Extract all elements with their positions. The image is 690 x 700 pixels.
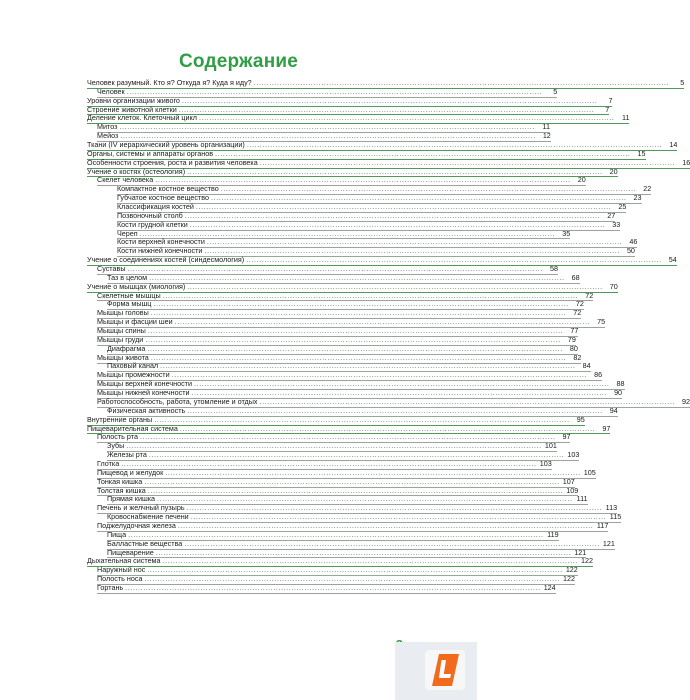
toc-entry-page: 11 bbox=[542, 122, 550, 132]
toc-entry-title: Пищеварительная система bbox=[87, 423, 178, 433]
toc-entry-page: 79 bbox=[567, 334, 576, 344]
toc-entry-page: 14 bbox=[669, 140, 678, 149]
toc-leader-dots: ................................................................................................................................................................ bbox=[195, 202, 612, 212]
toc-entry-title: Зубы bbox=[107, 441, 125, 451]
toc-entry-page: 117 bbox=[596, 520, 609, 530]
toc-entry-title: Таз в целом bbox=[107, 272, 148, 282]
toc-entry-title: Учение о соединениях костей (синдесмология) bbox=[87, 255, 245, 265]
toc-leader-dots: ................................................................................................................................................................ bbox=[179, 423, 596, 433]
toc-leader-dots: ................................................................................................................................................................ bbox=[187, 166, 603, 176]
corner-watermark-area bbox=[395, 642, 477, 700]
toc-entry-title: Форма мышц bbox=[107, 299, 152, 309]
toc-entry-page: 23 bbox=[633, 193, 642, 203]
toc-entry-title: Классификация костей bbox=[117, 202, 194, 212]
toc-entry-page: 97 bbox=[562, 432, 571, 442]
toc-leader-dots: ................................................................................................................................................................ bbox=[121, 458, 537, 468]
toc-entry-title: Мышцы груди bbox=[97, 334, 144, 344]
toc-entry-page: 72 bbox=[575, 299, 584, 309]
toc-entry-title: Прямая кишка bbox=[107, 494, 156, 504]
toc-entry-page: 124 bbox=[543, 582, 556, 592]
toc-entry-page: 25 bbox=[618, 202, 627, 212]
toc-leader-dots: ................................................................................................................................................................ bbox=[174, 317, 591, 327]
toc-entry-page: 122 bbox=[581, 556, 594, 566]
toc-entry-title: Губчатое костное вещество bbox=[117, 193, 210, 203]
toc-entry-page: 33 bbox=[612, 219, 621, 229]
toc-entry-page: 84 bbox=[582, 361, 591, 371]
toc-entry-page: 50 bbox=[626, 246, 635, 256]
toc-entry-page: 7 bbox=[608, 95, 613, 105]
toc-entry-page: 95 bbox=[576, 414, 585, 424]
toc-leader-dots: ................................................................................................................................................................ bbox=[149, 272, 565, 282]
toc-leader-dots: ................................................................................................................................................................ bbox=[145, 334, 561, 344]
toc-leader-dots: ................................................................................................................................................................ bbox=[119, 122, 535, 132]
toc-entry-title: Мышцы промежности bbox=[97, 370, 170, 380]
toc-leader-dots: ................................................................................................................................................................ bbox=[147, 565, 563, 575]
toc-leader-dots: ................................................................................................................................................................ bbox=[153, 299, 569, 309]
toc-leader-dots: ................................................................................................................................................................ bbox=[155, 175, 571, 185]
toc-leader-dots: ................................................................................................................................................................ bbox=[148, 450, 565, 460]
toc-entry-title: Мышцы головы bbox=[97, 308, 149, 318]
toc-entry-page: 88 bbox=[616, 379, 625, 389]
toc-entry-title: Наружный нос bbox=[97, 565, 146, 575]
toc-entry-title: Строение животной клетки bbox=[87, 104, 177, 114]
toc-entry-title: Митоз bbox=[97, 122, 118, 132]
toc-entry-page: 107 bbox=[562, 476, 575, 486]
toc-entry-title: Скелетные мышцы bbox=[97, 290, 161, 300]
toc-entry-title: Мышцы нижней конечности bbox=[97, 388, 190, 398]
toc-entry-page: 16 bbox=[682, 157, 690, 167]
toc-leader-dots: ................................................................................................................................................................ bbox=[144, 476, 560, 486]
toc-entry-page: 105 bbox=[583, 467, 596, 477]
toc-leader-dots: ................................................................................................................................................................ bbox=[184, 210, 601, 220]
toc-entry-title: Толстая кишка bbox=[97, 485, 146, 495]
toc-entry-page: 35 bbox=[562, 228, 571, 238]
toc-entry-page: 27 bbox=[607, 210, 616, 220]
toc-leader-dots: ................................................................................................................................................................ bbox=[259, 396, 676, 406]
toc-entry-page: 86 bbox=[594, 370, 603, 380]
toc-entry-page: 12 bbox=[542, 131, 551, 141]
toc-leader-dots: ................................................................................................................................................................ bbox=[206, 237, 623, 247]
toc-entry-page: 75 bbox=[597, 317, 606, 327]
toc-leader-dots: ................................................................................................................................................................ bbox=[127, 264, 544, 274]
toc-entry-title: Органы, системы и аппараты органов bbox=[87, 148, 214, 158]
toc-entry-title: Кости грудной клетки bbox=[117, 219, 188, 229]
toc-entry-page: 119 bbox=[547, 529, 559, 539]
toc-leader-dots: ................................................................................................................................................................ bbox=[150, 352, 567, 362]
toc-leader-dots: ................................................................................................................................................................ bbox=[154, 414, 570, 424]
toc-entry-page: 109 bbox=[566, 485, 579, 495]
toc-entry-page: 80 bbox=[569, 343, 578, 353]
toc-leader-dots: ................................................................................................................................................................ bbox=[147, 343, 563, 353]
toc-entry-title: Печень и желчный пузырь bbox=[97, 503, 185, 513]
toc-entry-page: 122 bbox=[562, 574, 575, 584]
toc-leader-dots: ................................................................................................................................................................ bbox=[246, 140, 663, 149]
toc-entry-title: Уровни организации живого bbox=[87, 95, 180, 105]
toc-entry-page: 92 bbox=[682, 396, 690, 406]
toc-leader-dots: ................................................................................................................................................................ bbox=[162, 556, 579, 566]
toc-entry-title: Работоспособность, работа, утомление и отдых bbox=[97, 396, 258, 406]
toc-entry-title: Диафрагма bbox=[107, 343, 146, 353]
toc-entry-page: 54 bbox=[668, 255, 677, 265]
publisher-logo-icon bbox=[425, 650, 465, 690]
toc-entry-page: 11 bbox=[622, 113, 630, 123]
toc-leader-dots: ................................................................................................................................................................ bbox=[178, 104, 595, 114]
toc-entry-page: 5 bbox=[553, 86, 558, 96]
toc-entry-title: Мышцы спины bbox=[97, 326, 146, 336]
toc-entry-title: Скелет человека bbox=[97, 175, 154, 185]
toc-leader-dots: ................................................................................................................................................................ bbox=[128, 529, 544, 539]
toc-entry-page: 94 bbox=[609, 405, 618, 415]
toc-entry-title: Тонкая кишка bbox=[97, 476, 143, 486]
page-title: Содержание bbox=[178, 51, 299, 72]
toc-leader-dots: ................................................................................................................................................................ bbox=[189, 219, 606, 229]
toc-leader-dots: ................................................................................................................................................................ bbox=[211, 193, 627, 203]
toc-entry-title: Дыхательная система bbox=[87, 556, 161, 566]
toc-entry-page: 97 bbox=[602, 423, 611, 433]
toc-entry-title: Железы рта bbox=[107, 450, 147, 460]
toc-entry-title: Гортань bbox=[97, 582, 124, 592]
toc-leader-dots: ................................................................................................................................................................ bbox=[157, 494, 573, 504]
toc-entry-page: 58 bbox=[550, 264, 559, 274]
toc-entry-page: 90 bbox=[614, 388, 623, 398]
toc-entry-title: Особенности строения, роста и развития человека bbox=[87, 157, 258, 167]
toc-entry-page: 82 bbox=[573, 352, 582, 362]
toc-leader-dots: ................................................................................................................................................................ bbox=[204, 246, 620, 256]
toc-entry-page: 68 bbox=[571, 272, 580, 282]
toc-leader-dots: ................................................................................................................................................................ bbox=[198, 113, 615, 123]
toc-entry-title: Балластные вещества bbox=[107, 538, 183, 548]
toc-leader-dots: ................................................................................................................................................................ bbox=[187, 281, 603, 291]
toc-entry-page: 103 bbox=[539, 458, 552, 468]
toc-leader-dots: ................................................................................................................................................................ bbox=[220, 184, 637, 194]
toc-leader-dots: ................................................................................................................................................................ bbox=[126, 441, 542, 451]
toc-entry-title: Человек разумный. Кто я? Откуда я? Куда я иду? bbox=[87, 77, 252, 87]
toc-leader-dots: ................................................................................................................................................................ bbox=[253, 77, 670, 87]
table-of-contents bbox=[87, 77, 690, 594]
toc-entry-title: Мышцы и фасции шеи bbox=[97, 317, 173, 327]
toc-entry-title: Компактное костное вещество bbox=[117, 184, 219, 194]
toc-leader-dots: ................................................................................................................................................................ bbox=[144, 574, 560, 584]
toc-entry-title: Глотка bbox=[97, 458, 120, 468]
toc-entry-page: 70 bbox=[609, 281, 618, 291]
toc-leader-dots: ................................................................................................................................................................ bbox=[147, 326, 564, 336]
toc-leader-dots: ................................................................................................................................................................ bbox=[190, 512, 607, 522]
toc-leader-dots: ................................................................................................................................................................ bbox=[150, 308, 567, 318]
toc-entry-title: Суставы bbox=[97, 264, 126, 274]
toc-entry-title: Внутренние органы bbox=[87, 414, 153, 424]
toc-leader-dots: ................................................................................................................................................................ bbox=[259, 157, 676, 167]
toc-entry-page: 113 bbox=[605, 503, 618, 513]
toc-leader-dots: ................................................................................................................................................................ bbox=[191, 388, 608, 398]
toc-leader-dots: ................................................................................................................................................................ bbox=[215, 148, 631, 158]
toc-entry-title: Полость носа bbox=[97, 574, 143, 584]
toc-leader-dots: ................................................................................................................................................................ bbox=[155, 547, 572, 557]
toc-entry-title: Пища bbox=[107, 529, 127, 539]
toc-leader-dots: ................................................................................................................................................................ bbox=[246, 255, 662, 265]
toc-entry-title: Паховый канал bbox=[107, 361, 159, 371]
toc-entry-title: Мышцы верхней конечности bbox=[97, 379, 192, 389]
toc-entry-page: 115 bbox=[609, 512, 622, 522]
toc-entry bbox=[87, 582, 556, 594]
toc-leader-dots: ................................................................................................................................................................ bbox=[139, 228, 556, 238]
toc-entry-title: Череп bbox=[117, 228, 138, 238]
toc-entry-title: Позвоночный столб bbox=[117, 210, 183, 220]
toc-entry-page: 72 bbox=[573, 308, 582, 318]
toc-leader-dots: ................................................................................................................................................................ bbox=[160, 361, 576, 371]
toc-leader-dots: ................................................................................................................................................................ bbox=[184, 538, 600, 548]
toc-entry-page: 77 bbox=[570, 326, 579, 336]
toc-entry-page: 122 bbox=[565, 565, 578, 575]
toc-entry-page: 111 bbox=[576, 494, 588, 504]
toc-entry-page: 20 bbox=[577, 175, 586, 185]
toc-entry-title: Полость рта bbox=[97, 432, 138, 442]
toc-entry-page: 15 bbox=[637, 148, 646, 158]
toc-leader-dots: ................................................................................................................................................................ bbox=[187, 405, 603, 415]
toc-entry-title: Кости верхней конечности bbox=[117, 237, 205, 247]
toc-leader-dots: ................................................................................................................................................................ bbox=[181, 95, 598, 105]
toc-entry-page: 101 bbox=[544, 441, 557, 451]
toc-entry-title: Учение о костях (остеология) bbox=[87, 166, 186, 176]
toc-entry-page: 5 bbox=[680, 77, 685, 87]
toc-entry-title: Деление клеток. Клеточный цикл bbox=[87, 113, 197, 123]
toc-leader-dots: ................................................................................................................................................................ bbox=[186, 503, 603, 513]
toc-leader-dots: ................................................................................................................................................................ bbox=[171, 370, 588, 380]
toc-entry-page: 20 bbox=[609, 166, 618, 176]
toc-leader-dots: ................................................................................................................................................................ bbox=[165, 467, 581, 477]
toc-entry-title: Физическая активность bbox=[107, 405, 186, 415]
toc-entry-title: Пищеварение bbox=[107, 547, 154, 557]
toc-entry-title: Поджелудочная железа bbox=[97, 520, 176, 530]
toc-leader-dots: ................................................................................................................................................................ bbox=[125, 582, 541, 592]
toc-entry-title: Учение о мышцах (миология) bbox=[87, 281, 186, 291]
toc-entry-page: 121 bbox=[602, 538, 615, 548]
toc-leader-dots: ................................................................................................................................................................ bbox=[194, 379, 610, 389]
toc-entry-title: Пищевод и желудок bbox=[97, 467, 164, 477]
toc-leader-dots: ................................................................................................................................................................ bbox=[162, 290, 579, 300]
toc-entry-title: Мейоз bbox=[97, 131, 119, 141]
toc-entry-page: 121 bbox=[574, 547, 587, 557]
toc-entry-title: Кости нижней конечности bbox=[117, 246, 203, 256]
toc-leader-dots: ................................................................................................................................................................ bbox=[177, 520, 594, 530]
toc-entry-page: 103 bbox=[567, 450, 580, 460]
toc-entry-page: 46 bbox=[629, 237, 638, 247]
toc-entry-page: 7 bbox=[605, 104, 610, 114]
toc-leader-dots: ................................................................................................................................................................ bbox=[147, 485, 564, 495]
toc-leader-dots: ................................................................................................................................................................ bbox=[126, 86, 543, 96]
toc-entry-title: Ткани (IV иерархический уровень организации) bbox=[87, 140, 245, 149]
toc-leader-dots: ................................................................................................................................................................ bbox=[120, 131, 536, 141]
toc-entry-page: 22 bbox=[643, 184, 652, 194]
toc-leader-dots: ................................................................................................................................................................ bbox=[139, 432, 556, 442]
toc-entry-title: Кровоснабжение печени bbox=[107, 512, 189, 522]
toc-entry-page: 72 bbox=[585, 290, 594, 300]
toc-entry-title: Мышцы живота bbox=[97, 352, 149, 362]
toc-entry-title: Человек bbox=[97, 86, 125, 96]
